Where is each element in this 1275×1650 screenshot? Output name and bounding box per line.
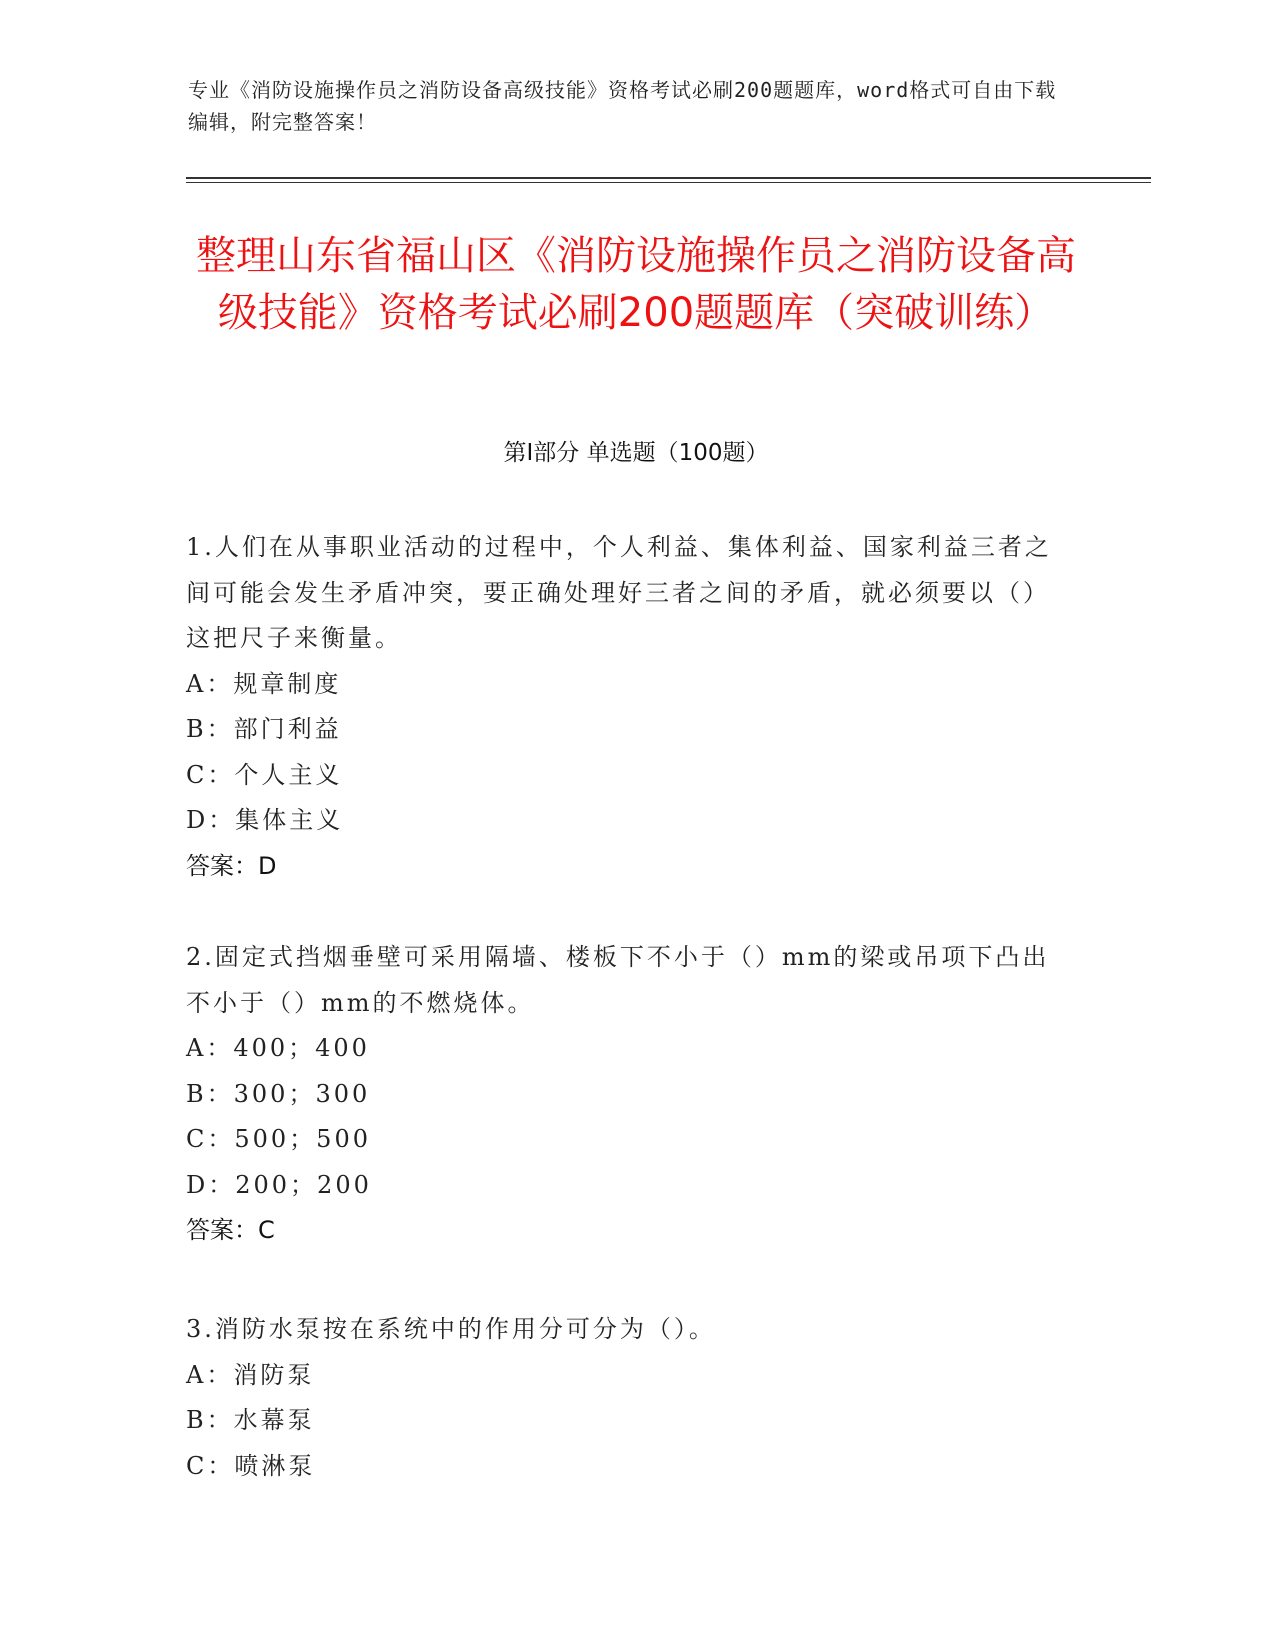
option-a: A：消防泵 [186, 1360, 315, 1389]
section-heading: 第Ⅰ部分 单选题（100题） [503, 440, 769, 466]
question-2 [186, 935, 1066, 1254]
document-title: 整理山东省福山区《消防设施操作员之消防设备高级技能》资格考试必刷200题题库（突破训练） [196, 233, 1076, 336]
question-stem: 2.固定式挡烟垂壁可采用隔墙、楼板下不小于（）mm的梁或吊项下凸出不小于（）mm的不燃烧体。 [186, 943, 1050, 1017]
option-c: C：喷淋泵 [186, 1451, 316, 1480]
option-d: D：集体主义 [186, 806, 344, 834]
header-rule-thick [186, 177, 1151, 179]
option-c: C：个人主义 [186, 760, 343, 789]
option-b: B：水幕泵 [186, 1406, 315, 1434]
option-b: B：300；300 [186, 1079, 371, 1108]
question-3 [186, 1307, 1066, 1489]
answer-label: 答案：C [186, 1216, 275, 1244]
question-stem: 1.人们在从事职业活动的过程中，个人利益、集体利益、国家利益三者之间可能会发生矛盾冲突，要正确处理好三者之间的矛盾，就必须要以（）这把尺子来衡量。 [186, 533, 1052, 652]
answer-label: 答案：D [186, 851, 277, 880]
option-b: B：部门利益 [186, 715, 342, 743]
option-c: C：500；500 [186, 1125, 371, 1153]
question-stem: 3.消防水泵按在系统中的作用分可分为（）。 [186, 1315, 716, 1343]
option-d: D：200；200 [186, 1170, 372, 1199]
question-1 [186, 525, 1066, 889]
header-rule-thin [186, 182, 1151, 183]
option-a: A：400；400 [186, 1034, 370, 1062]
option-a: A：规章制度 [186, 669, 342, 698]
header-note: 专业《消防设施操作员之消防设备高级技能》资格考试必刷200题题库，word格式可自由下载编辑，附完整答案！ [188, 78, 1057, 134]
